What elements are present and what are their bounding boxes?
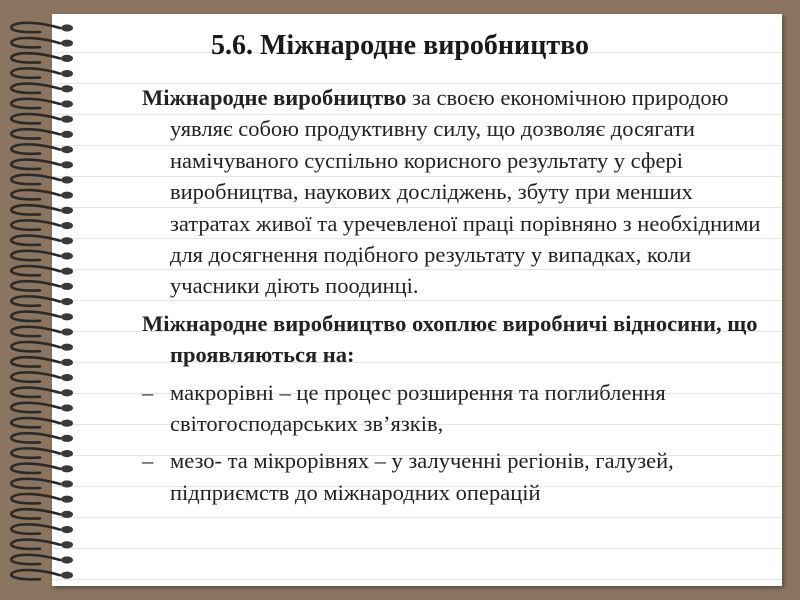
binding-ring-icon — [11, 99, 73, 108]
binding-ring-icon — [11, 251, 73, 260]
binding-ring-icon — [11, 296, 73, 305]
binding-ring-icon — [11, 342, 73, 351]
binding-ring-icon — [11, 220, 73, 229]
binding-ring-icon — [11, 509, 73, 518]
list-item — [114, 445, 770, 508]
binding-ring-icon — [11, 448, 73, 457]
binding-ring-icon — [11, 524, 73, 533]
binding-ring-icon — [11, 160, 73, 169]
binding-ring-icon — [11, 327, 73, 336]
bullet-dash: – — [142, 448, 154, 474]
bullet-dash: – — [142, 379, 154, 405]
binding-ring-icon — [11, 357, 73, 366]
binding-ring-icon — [11, 494, 73, 503]
binding-ring-icon — [11, 479, 73, 488]
relations-heading: Міжнародне виробництво охоплює виробничі відносини, що проявляються на: — [142, 310, 758, 368]
list-item-text: макрорівні – це процес розширення та поглиблення світогосподарських зв’язків, — [170, 379, 666, 437]
binding-ring-icon — [11, 266, 73, 275]
binding-ring-icon — [11, 312, 73, 321]
binding-ring-icon — [11, 281, 73, 290]
binding-ring-icon — [11, 403, 73, 412]
binding-ring-icon — [11, 433, 73, 442]
definition-term: Міжнародне виробництво — [142, 85, 407, 110]
list-item — [114, 377, 770, 440]
binding-ring-icon — [11, 144, 73, 153]
slide-title: 5.6. Міжнародне виробництво — [210, 30, 590, 61]
slide-body — [142, 82, 770, 514]
binding-ring-icon — [11, 464, 73, 473]
binding-ring-icon — [11, 236, 73, 245]
binding-ring-icon — [11, 205, 73, 214]
binding-ring-icon — [11, 388, 73, 397]
binding-ring-icon — [11, 114, 73, 123]
binding-ring-icon — [11, 418, 73, 427]
binding-ring-icon — [11, 540, 73, 549]
binding-ring-icon — [11, 555, 73, 564]
binding-ring-icon — [11, 372, 73, 381]
binding-ring-icon — [11, 570, 73, 579]
binding-ring-icon — [11, 68, 73, 77]
binding-ring-icon — [11, 84, 73, 93]
spiral-binding-icon — [0, 0, 100, 600]
binding-ring-icon — [11, 129, 73, 138]
definition-paragraph — [142, 82, 770, 302]
binding-ring-icon — [11, 175, 73, 184]
list-item-text: мезо- та мікрорівнях – у залученні регіонів, галузей, підприємств до міжнародних операцій — [170, 448, 674, 505]
definition-text: за своєю економічною природою уявляє собою продуктивну силу, що дозволяє досягати намічуваного суспільно корисного результату у сфері виробництва, наукових досліджень, збуту при менших затратах живої та уречевленої праці порівняно з необхідними для досягнення подібного результату у випадках, коли учасники діють поодинці. — [170, 85, 761, 299]
binding-ring-icon — [11, 190, 73, 199]
